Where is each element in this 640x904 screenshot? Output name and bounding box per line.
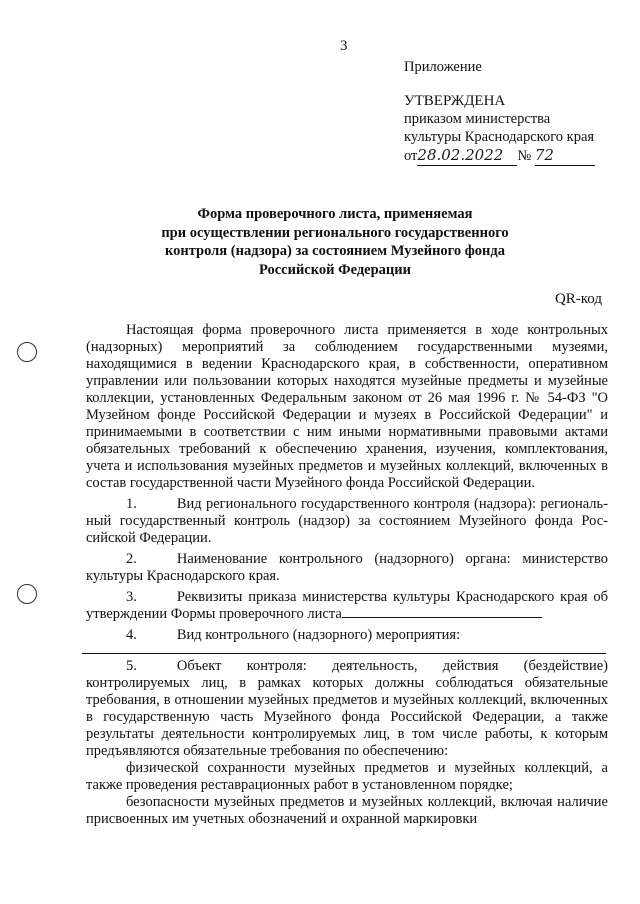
handwritten-number: 72 (534, 146, 554, 164)
item-2-text: Наименование контрольного (надзорного) органа: министерство культуры Краснодарского края. (86, 551, 608, 584)
document-body (86, 322, 608, 828)
item-5 (86, 658, 608, 760)
approval-block (404, 58, 595, 166)
item-1-text: Вид регионального государственного контроля (надзора): региональный государственный контроль (надзор) за состоянием Музейного фонда Российской Федерации. (86, 496, 608, 546)
item-5-text: Объект контроля: деятельность, действия (бездействие) контролируемых лиц, в рамках которых должны соблюдаться обязательные требования, в отношении музейных предметов и музейных коллекций, включенных в государственную часть Музейного фонда Российской Федерации, а также результаты деятельности контролируемых лиц, в том числе работы, к которым предъявляются обязательные требования по обеспечению: (86, 658, 608, 759)
title-line-3: контроля (надзора) за состоянием Музейного фонда (164, 243, 505, 259)
title-line-2: при осуществлении регионального государственного (161, 224, 509, 241)
item-1-number: 1. (126, 496, 137, 512)
intro-paragraph: Настоящая форма проверочного листа применяется в ходе контрольных (надзорных) мероприятий за соблюдением государственными музеями, находящимися в ведении Краснодарского края, в собственности, оперативном управлении или пользовании которых находятся музейные предметы и музейные коллекции, установленных Федеральным законом от 26 мая 1996 г. № 54-ФЗ "О Музейном фонде Российской Федерации и музеях в Российской Федерации" и принимаемыми в соответствии с ним иными нормативными правовыми актами обязательных требований к обеспечению хранения, изучения, комплектования, учета и использования музейных предметов и музейных коллекций, включенных в состав государственной части Музейного фонда Российской Федерации. (86, 322, 608, 491)
sub-item-2: безопасности музейных предметов и музейных коллекций, включая наличие присвоенных им учетных обозначений и охранной маркировки (86, 794, 608, 827)
binder-hole-icon (17, 342, 37, 362)
item-5-number: 5. (126, 658, 137, 674)
item-2 (86, 551, 608, 585)
form-title (140, 205, 530, 279)
item-4-text: Вид контрольного (надзорного) мероприятия: (176, 627, 461, 643)
approval-line-1: приказом министерства (404, 111, 551, 127)
binder-hole-icon (17, 584, 37, 604)
title-line-1: Форма проверочного листа, применяемая (197, 206, 473, 222)
title-line-4: Российской Федерации (258, 261, 411, 278)
item-3-number: 3. (126, 589, 137, 605)
appendix-label: Приложение (404, 59, 482, 75)
item-3-text: Реквизиты приказа министерства культуры Краснодарского края об утверждении Формы проверочного листа (86, 589, 608, 622)
item-4-number: 4. (126, 627, 137, 643)
number-label: № (517, 148, 532, 164)
approved-label: УТВЕРЖДЕНА (404, 93, 506, 109)
item-3 (86, 589, 608, 623)
handwritten-date: 28.02.2022 (417, 146, 504, 164)
item-4-blank (82, 653, 606, 654)
qr-code-label: QR-код (554, 291, 602, 307)
page-number: 3 (340, 38, 348, 54)
approval-line-2: культуры Краснодарского края (404, 129, 595, 145)
sub-item-1: физической сохранности музейных предметов и музейных коллекций, а также проведения реставрационных работ в установленном порядке; (86, 760, 608, 793)
from-label: от (404, 148, 418, 164)
item-3-blank (342, 617, 542, 618)
item-2-number: 2. (126, 551, 137, 567)
item-4 (86, 627, 608, 644)
approval-date-line (404, 146, 595, 166)
item-1 (86, 496, 608, 547)
